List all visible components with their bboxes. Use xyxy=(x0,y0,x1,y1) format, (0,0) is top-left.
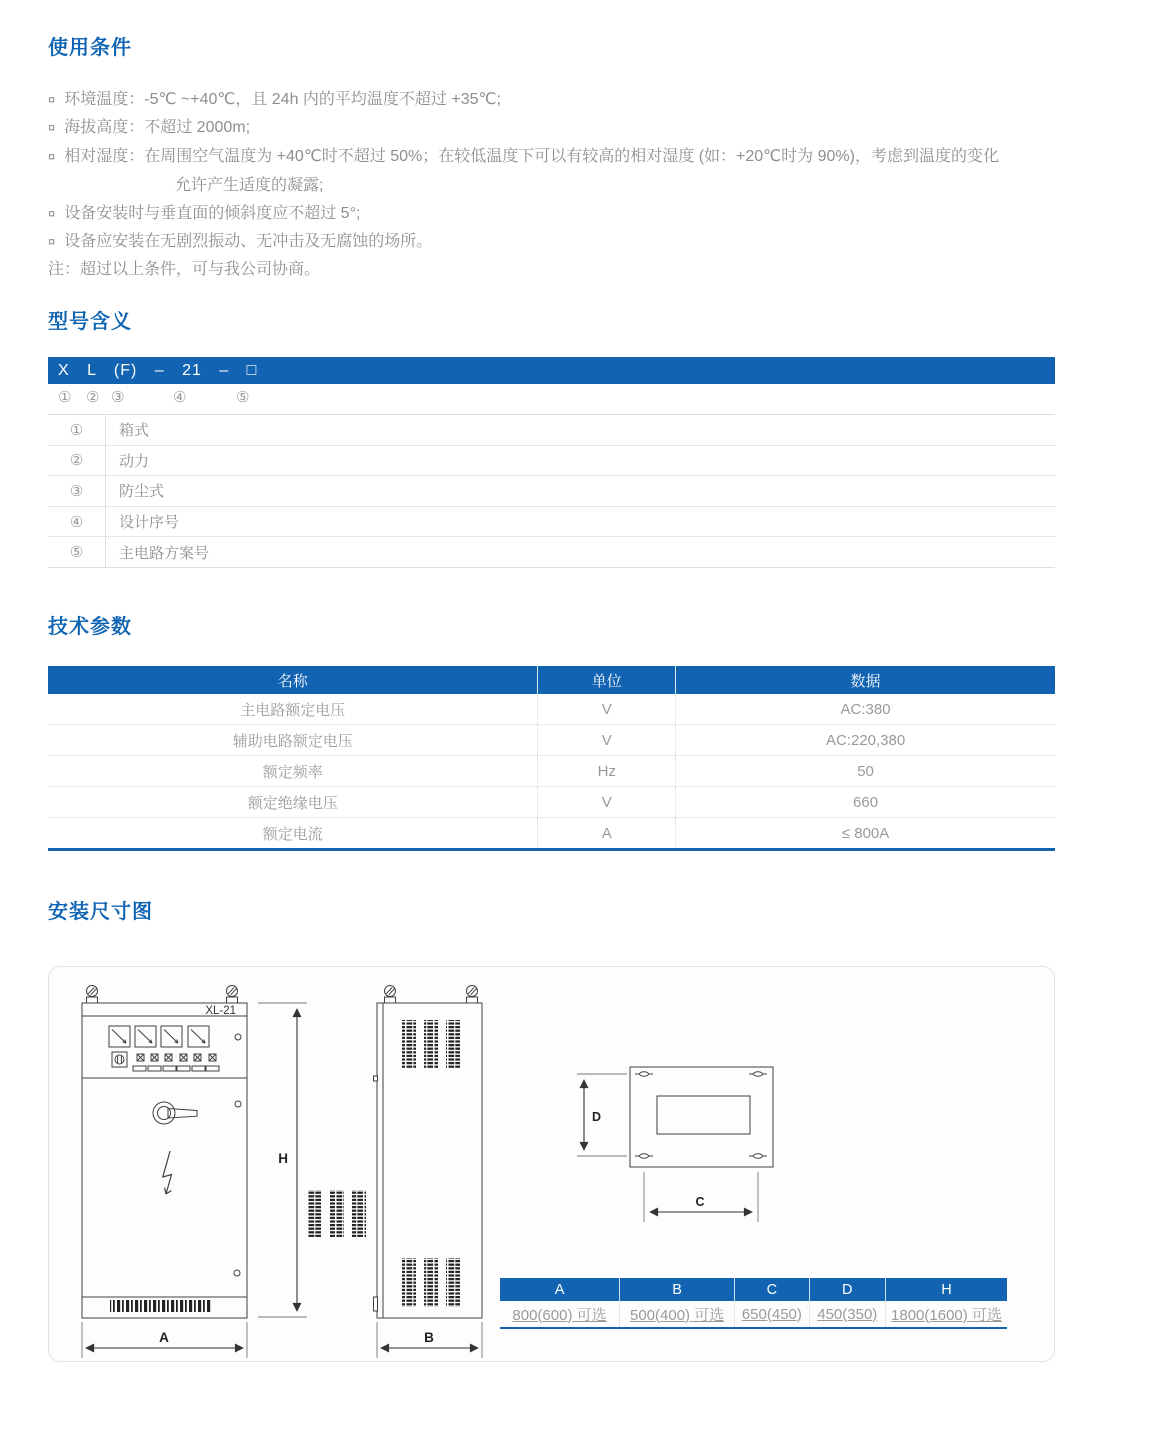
row-number: ② xyxy=(69,452,84,470)
side-view xyxy=(374,986,483,1319)
eyebolt-icon xyxy=(227,986,238,1004)
bullet-icon: ¤ xyxy=(48,92,56,107)
circled-mark-1: ① xyxy=(58,389,72,406)
dimension-table-header xyxy=(500,1278,1007,1301)
row-label: 防尘式 xyxy=(105,476,1055,506)
usage-item-text: 海拔高度：不超过 2000m; xyxy=(64,119,251,136)
cell-name: 额定频率 xyxy=(48,756,538,786)
dimension-table-values xyxy=(500,1301,1007,1327)
dim-label-h: H xyxy=(278,1151,288,1166)
usage-item-text: 允许产生适度的凝露; xyxy=(175,177,324,194)
meter-icon xyxy=(188,1026,209,1047)
col-header-C: C xyxy=(734,1278,808,1301)
mounting-slot-icon xyxy=(749,1154,767,1158)
cell-name: 额定电流 xyxy=(48,818,538,848)
usage-item xyxy=(48,228,432,251)
row-number: ⑤ xyxy=(69,544,84,562)
table-row xyxy=(48,445,1055,476)
dim-value-H: 1800(1600) 可选 xyxy=(885,1301,1007,1327)
circled-mark-5: ⑤ xyxy=(236,389,250,406)
vent-grille xyxy=(308,1190,366,1237)
cell-unit: V xyxy=(538,694,676,724)
usage-item xyxy=(48,86,501,109)
dim-label-c: C xyxy=(695,1195,705,1209)
row-number: ④ xyxy=(69,513,84,531)
col-header-A: A xyxy=(554,1281,565,1298)
cell-unit: A xyxy=(538,818,676,848)
vent-grille xyxy=(402,1020,460,1068)
circled-mark-3: ③ xyxy=(111,389,125,406)
row-label: 箱式 xyxy=(105,415,1055,445)
dim-value-B: 500(400) 可选 xyxy=(619,1301,734,1327)
cell-data: ≤ 800A xyxy=(841,824,890,842)
table-row xyxy=(48,506,1055,537)
dim-value-A: 800(600) 可选 xyxy=(512,1306,607,1324)
front-model-label: XL-21 xyxy=(205,1005,236,1017)
table-row xyxy=(48,694,1055,724)
circled-mark-4: ④ xyxy=(173,389,187,406)
usage-item xyxy=(48,114,250,137)
dim-label-a: A xyxy=(159,1330,169,1345)
door-hole xyxy=(235,1101,241,1107)
row-label: 设计序号 xyxy=(105,507,1055,537)
dimension-d xyxy=(577,1074,627,1156)
meter-icon xyxy=(135,1026,156,1047)
table-row xyxy=(48,817,1055,848)
row-number: ① xyxy=(69,421,84,439)
door-hole xyxy=(235,1034,241,1040)
lightning-icon xyxy=(163,1151,172,1194)
column-header-data: 数据 xyxy=(850,672,881,690)
cell-data: AC:380 xyxy=(840,700,891,718)
mounting-slot-icon xyxy=(749,1072,767,1076)
section-title-model-meaning: 型号含义 xyxy=(48,311,132,333)
cell-data: 660 xyxy=(853,793,879,811)
cell-unit: V xyxy=(538,725,676,755)
table-row xyxy=(48,536,1055,567)
door-hole xyxy=(234,1270,240,1276)
cell-name: 主电路额定电压 xyxy=(48,694,538,724)
usage-item-text: 环境温度：-5℃ ~+40℃，且 24h 内的平均温度不超过 +35℃; xyxy=(64,91,501,108)
table-row xyxy=(48,724,1055,755)
cell-unit: V xyxy=(538,787,676,817)
cell-name: 额定绝缘电压 xyxy=(48,787,538,817)
table-row xyxy=(48,786,1055,817)
row-label: 主电路方案号 xyxy=(105,537,1055,567)
bullet-icon: ¤ xyxy=(48,120,56,135)
selector-switch-icon xyxy=(112,1052,127,1067)
meter-icon xyxy=(109,1026,130,1047)
table-header-row xyxy=(48,666,1055,694)
table-row xyxy=(48,755,1055,786)
cell-name: 辅助电路额定电压 xyxy=(48,725,538,755)
cell-unit: Hz xyxy=(538,756,676,786)
label-strip-icons xyxy=(133,1066,219,1071)
bullet-icon: ¤ xyxy=(48,234,56,249)
mounting-slot-icon xyxy=(635,1072,653,1076)
section-title-usage-conditions: 使用条件 xyxy=(48,37,132,59)
model-code-banner: X L (F) – 21 – □ xyxy=(48,357,1055,384)
usage-item-text: 设备应安装在无剧烈振动、无冲击及无腐蚀的场所。 xyxy=(64,233,433,250)
door-handle-icon xyxy=(153,1102,197,1124)
dim-label-d: D xyxy=(592,1110,602,1124)
eyebolt-icon xyxy=(467,986,478,1004)
usage-item-text: 设备安装时与垂直面的倾斜度应不超过 5°; xyxy=(64,205,361,222)
row-number: ③ xyxy=(69,482,84,500)
model-meaning-table xyxy=(48,414,1055,568)
usage-item xyxy=(48,200,360,223)
vent-grille xyxy=(402,1258,460,1307)
circled-mark-2: ② xyxy=(86,389,100,406)
usage-item xyxy=(48,143,999,166)
dimension-table xyxy=(500,1278,1007,1329)
table-row xyxy=(48,415,1055,445)
column-header-unit: 单位 xyxy=(538,666,676,694)
dim-value-D: 450(350) xyxy=(809,1301,885,1327)
vent-grille xyxy=(110,1300,212,1312)
cell-data: 50 xyxy=(857,762,874,780)
eyebolt-icon xyxy=(385,986,396,1004)
bullet-icon: ¤ xyxy=(48,206,56,221)
cell-data: AC:220,380 xyxy=(825,731,906,749)
meter-icon xyxy=(161,1026,182,1047)
mounting-slot-icon xyxy=(635,1154,653,1158)
table-row xyxy=(48,475,1055,506)
col-header-D: D xyxy=(809,1278,885,1301)
dim-label-b: B xyxy=(424,1330,434,1345)
usage-note: 注：超过以上条件，可与我公司协商。 xyxy=(48,261,321,278)
dim-value-C: 650(450) xyxy=(734,1301,808,1327)
eyebolt-icon xyxy=(87,986,98,1004)
row-label: 动力 xyxy=(105,446,1055,476)
usage-item-text: 相对湿度：在周围空气温度为 +40℃时不超过 50%；在较低温度下可以有较高的相对湿度 (如：+20℃时为 90%)，考虑到温度的变化 xyxy=(64,148,999,165)
section-title-tech-params: 技术参数 xyxy=(48,616,132,638)
col-header-B: B xyxy=(619,1278,734,1301)
bullet-icon: ¤ xyxy=(48,149,56,164)
usage-item-continuation xyxy=(175,172,323,195)
section-title-install-dims: 安装尺寸图 xyxy=(48,901,153,923)
column-header-name: 名称 xyxy=(48,666,538,694)
front-view xyxy=(82,986,247,1319)
indicator-lamp-icons xyxy=(137,1054,216,1061)
col-header-H: H xyxy=(885,1278,1007,1301)
mounting-plate-view xyxy=(630,1067,773,1167)
tech-params-table xyxy=(48,666,1055,851)
